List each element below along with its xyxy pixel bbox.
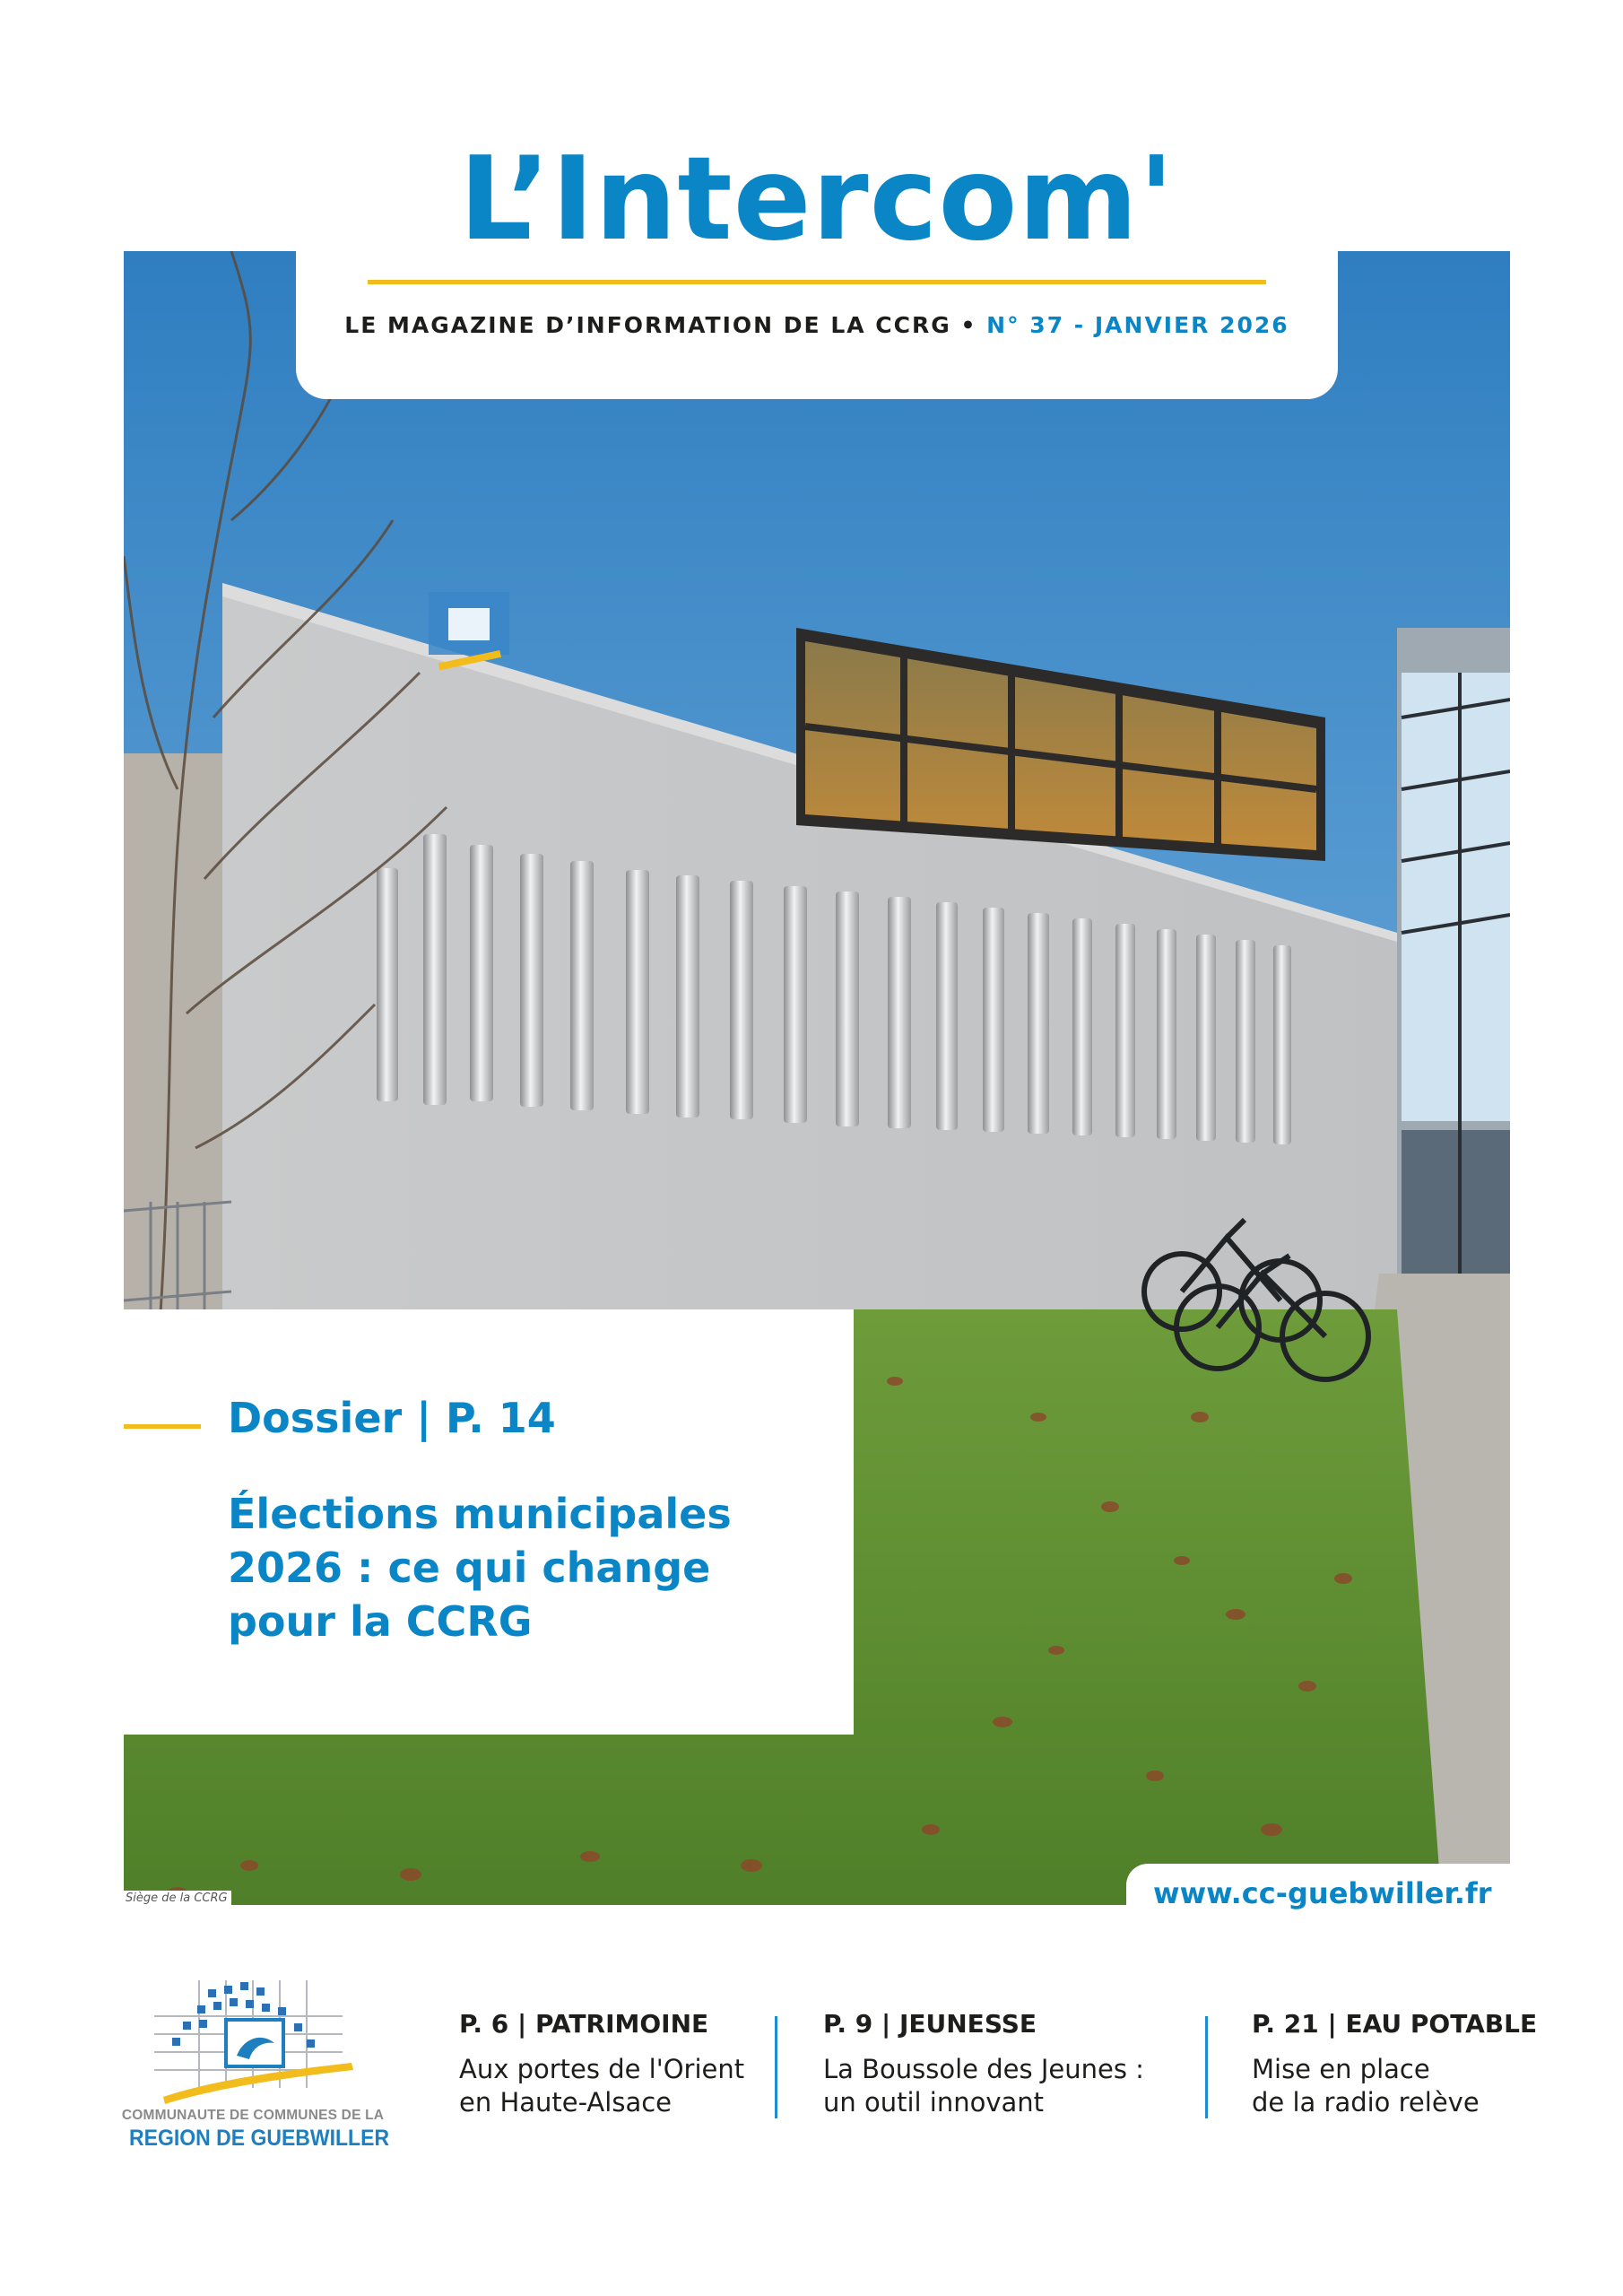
issue-number: N° 37 - JANVIER 2026	[986, 312, 1289, 338]
teaser-eau-potable[interactable]	[1252, 2009, 1537, 2119]
magazine-subtitle	[296, 312, 1338, 338]
teaser-divider	[775, 2016, 777, 2118]
title-underline	[368, 280, 1266, 284]
teaser-heading: P. 6 | PATRIMOINE	[459, 2009, 709, 2039]
teaser-text: Aux portes de l'Orient en Haute-Alsace	[459, 2054, 745, 2118]
teaser-patrimoine[interactable]	[459, 2009, 744, 2119]
teaser-heading: P. 21 | EAU POTABLE	[1252, 2009, 1538, 2039]
ccrg-logo-mark	[118, 1962, 387, 2106]
teaser-divider	[1205, 2016, 1208, 2118]
website-tab	[1126, 1864, 1510, 1923]
dossier-title[interactable]: Élections municipales 2026 : ce qui change pour la CCRG	[228, 1490, 732, 1646]
teaser-heading: P. 9 | JEUNESSE	[823, 2009, 1037, 2039]
photo-caption: Siège de la CCRG	[124, 1891, 231, 1906]
subtitle-text: LE MAGAZINE D’INFORMATION DE LA CCRG	[344, 312, 951, 338]
logo-line-1: COMMUNAUTE DE COMMUNES DE LA	[121, 2108, 385, 2123]
ccrg-logo	[118, 1962, 390, 2169]
magazine-title: L’Intercom'	[459, 133, 1175, 266]
dossier-box	[124, 1309, 854, 1735]
dossier-label: Dossier | P. 14	[228, 1394, 556, 1442]
logo-line-2: REGION DE GUEBWILLER	[129, 2126, 390, 2151]
dossier-dash	[124, 1424, 201, 1429]
subtitle-separator: •	[950, 312, 987, 338]
teaser-jeunesse[interactable]	[823, 2009, 1144, 2119]
masthead	[296, 117, 1338, 399]
teaser-text: La Boussole des Jeunes : un outil innovant	[823, 2054, 1144, 2118]
website-link[interactable]: www.cc-guebwiller.fr	[1153, 1876, 1492, 1910]
teaser-text: Mise en place de la radio relève	[1252, 2054, 1480, 2118]
